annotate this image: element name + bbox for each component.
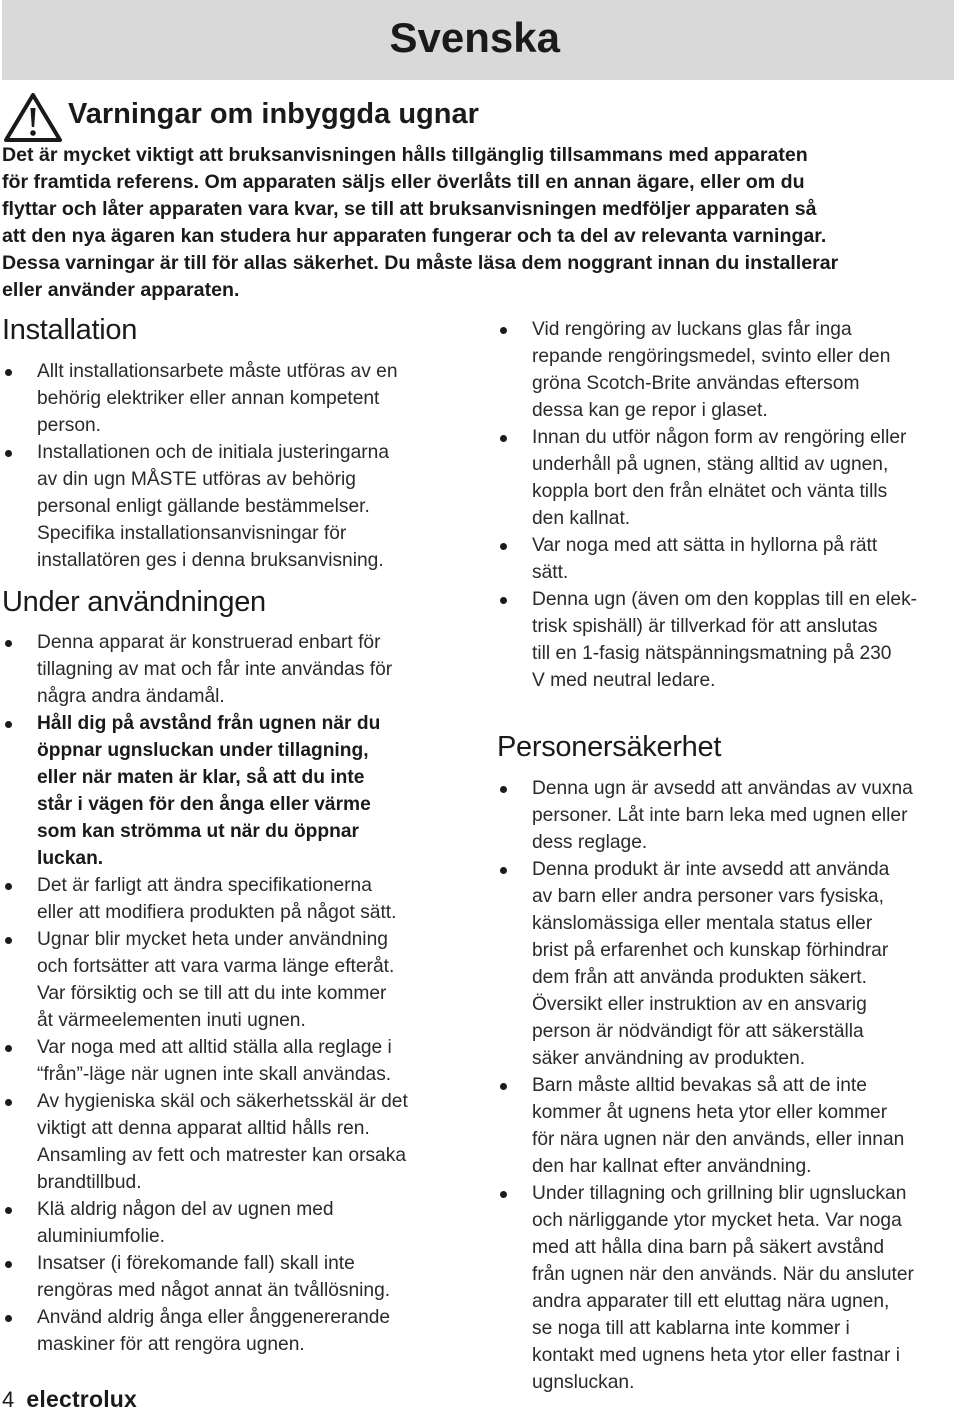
line: från ugnen när den används. När du ansluter	[532, 1264, 914, 1285]
line: viktigt att denna apparat alltid hålls ren.	[37, 1118, 370, 1139]
warning-heading-row	[2, 92, 952, 144]
line: dess reglage.	[532, 832, 648, 853]
line: eller att modifiera produkten på något sätt.	[37, 902, 397, 923]
line: rengöras med något annat än tvållösning.	[37, 1280, 391, 1301]
line: installatören ges i denna bruksanvisning.	[37, 550, 384, 571]
line: brandtillbud.	[37, 1172, 142, 1193]
line: Barn måste alltid bevakas så att de inte	[532, 1075, 867, 1096]
line: Installationen och de initiala justeringarna	[37, 442, 389, 463]
line: av din ugn MÅSTE utföras av behörig	[37, 469, 356, 490]
list-item	[497, 775, 957, 856]
list-item	[2, 1250, 462, 1304]
line: person är nödvändigt för att säkerställa	[532, 1021, 864, 1042]
line: behörig elektriker eller annan kompetent	[37, 388, 380, 409]
personal-safety-heading: Personersäkerhet	[497, 731, 722, 763]
line: Innan du utför någon form av rengöring eller	[532, 427, 907, 448]
line: repande rengöringsmedel, svinto eller den	[532, 346, 891, 367]
line: personer. Låt inte barn leka med ugnen eller	[532, 805, 908, 826]
line: personal enligt gällande bestämmelser.	[37, 496, 370, 517]
line: och närliggande ytor mycket heta. Var noga	[532, 1210, 902, 1231]
list-item	[497, 1180, 957, 1396]
list-item-bold	[2, 710, 462, 872]
line: ugnsluckan.	[532, 1372, 635, 1393]
line: dessa kan ge repor i glaset.	[532, 400, 768, 421]
line: Ansamling av fett och matrester kan orsaka	[37, 1145, 406, 1166]
line: dem från att använda produkten säkert.	[532, 967, 867, 988]
page-footer	[2, 1386, 137, 1413]
list-item	[2, 1304, 462, 1358]
line: Specifika installationsanvisningar för	[37, 523, 347, 544]
list-item	[2, 358, 462, 439]
line: trisk spishäll) är tillverkad för att anslutas	[532, 616, 878, 637]
installation-list	[2, 358, 462, 574]
line: Av hygieniska skäl och säkerhetsskäl är det	[37, 1091, 408, 1112]
brand-logo-text: electrolux	[26, 1386, 138, 1412]
list-item	[2, 1196, 462, 1250]
line: V med neutral ledare.	[532, 670, 716, 691]
installation-heading: Installation	[2, 314, 138, 346]
list-item	[2, 439, 462, 574]
list-item	[497, 1072, 957, 1180]
line: gröna Scotch-Brite användas eftersom	[532, 373, 860, 394]
line: Denna ugn är avsedd att användas av vuxna	[532, 778, 913, 799]
line: Denna produkt är inte avsedd att använda	[532, 859, 890, 880]
line: med att hålla dina barn på säkert avstånd	[532, 1237, 884, 1258]
intro-line: eller använder apparaten.	[2, 279, 240, 301]
warning-intro	[2, 142, 954, 304]
line: och fortsätter att vara varma länge efteråt.	[37, 956, 395, 977]
line: för nära ugnen när den används, eller innan	[532, 1129, 905, 1150]
line: säker användning av produkten.	[532, 1048, 806, 1069]
line: se noga till att kablarna inte kommer i	[532, 1318, 850, 1339]
line: sätt.	[532, 562, 569, 583]
intro-line: Dessa varningar är till för allas säkerhet. Du måste läsa dem noggrant innan du installerar	[2, 252, 839, 274]
line: kommer åt ugnens heta ytor eller kommer	[532, 1102, 888, 1123]
list-item	[2, 1034, 462, 1088]
list-item	[497, 586, 957, 694]
page-number: 4	[2, 1387, 15, 1412]
personal-safety-list	[497, 775, 957, 1396]
line: luckan.	[37, 848, 104, 869]
usage-list	[2, 629, 462, 1358]
line: andra apparater till ett eluttag nära ugnen,	[532, 1291, 890, 1312]
line: Under tillagning och grillning blir ugnsluckan	[532, 1183, 907, 1204]
line: öppnar ugnsluckan under tillagning,	[37, 740, 369, 761]
line: åt värmeelementen inuti ugnen.	[37, 1010, 306, 1031]
line: “från”-läge när ugnen inte skall användas.	[37, 1064, 392, 1085]
line: står i vägen för den ånga eller värme	[37, 794, 371, 815]
list-item	[2, 1088, 462, 1196]
intro-line: för framtida referens. Om apparaten säljs eller överlåts till en annan ägare, eller om du	[2, 171, 805, 193]
line: person.	[37, 415, 101, 436]
line: eller när maten är klar, så att du inte	[37, 767, 365, 788]
line: Vid rengöring av luckans glas får inga	[532, 319, 852, 340]
line: underhåll på ugnen, stäng alltid av ugnen,	[532, 454, 889, 475]
usage-continued-list	[497, 316, 957, 694]
line: Det är farligt att ändra specifikationerna	[37, 875, 372, 896]
line: av barn eller andra personer vars fysiska,	[532, 886, 884, 907]
line: brist på erfarenhet och kunskap förhindrar	[532, 940, 889, 961]
line: Klä aldrig någon del av ugnen med	[37, 1199, 334, 1220]
warning-triangle-icon	[2, 92, 64, 144]
line: Ugnar blir mycket heta under användning	[37, 929, 388, 950]
intro-line: flyttar och låter apparaten vara kvar, se till att bruksanvisningen medföljer apparaten så	[2, 198, 817, 220]
line: den kallnat.	[532, 508, 631, 529]
line: maskiner för att rengöra ugnen.	[37, 1334, 305, 1355]
list-item	[497, 424, 957, 532]
language-title: Svenska	[389, 14, 560, 61]
list-item	[497, 316, 957, 424]
line: känslomässiga eller mentala status eller	[532, 913, 873, 934]
list-item	[497, 856, 957, 1072]
line: som kan strömma ut när du öppnar	[37, 821, 359, 842]
language-header-band	[2, 0, 954, 80]
list-item	[497, 532, 957, 586]
line: till en 1-fasig nätspänningsmatning på 230	[532, 643, 892, 664]
line: aluminiumfolie.	[37, 1226, 165, 1247]
line: Var noga med att sätta in hyllorna på rätt	[532, 535, 878, 556]
line: den har kallnat efter användning.	[532, 1156, 812, 1177]
line: Översikt eller instruktion av en ansvarig	[532, 994, 867, 1015]
line: tillagning av mat och får inte användas för	[37, 659, 393, 680]
line: Håll dig på avstånd från ugnen när du	[37, 713, 381, 734]
intro-line: Det är mycket viktigt att bruksanvisningen hålls tillgänglig tillsammans med apparaten	[2, 144, 808, 166]
line: koppla bort den från elnätet och vänta tills	[532, 481, 888, 502]
intro-line: att den nya ägaren kan studera hur apparaten fungerar och ta del av relevanta varningar.	[2, 225, 827, 247]
line: Allt installationsarbete måste utföras av en	[37, 361, 398, 382]
line: Denna apparat är konstruerad enbart för	[37, 632, 381, 653]
list-item	[2, 629, 462, 710]
line: Var försiktig och se till att du inte kommer	[37, 983, 387, 1004]
warning-title: Varningar om inbyggda ugnar	[68, 98, 479, 130]
list-item	[2, 926, 462, 1034]
line: Denna ugn (även om den kopplas till en elek-	[532, 589, 918, 610]
line: Var noga med att alltid ställa alla reglage i	[37, 1037, 392, 1058]
line: Insatser (i förekomande fall) skall inte	[37, 1253, 355, 1274]
usage-heading: Under användningen	[2, 586, 266, 618]
line: Använd aldrig ånga eller ånggenererande	[37, 1307, 391, 1328]
list-item	[2, 872, 462, 926]
line: några andra ändamål.	[37, 686, 225, 707]
line: kontakt med ugnens heta ytor eller fastnar i	[532, 1345, 900, 1366]
